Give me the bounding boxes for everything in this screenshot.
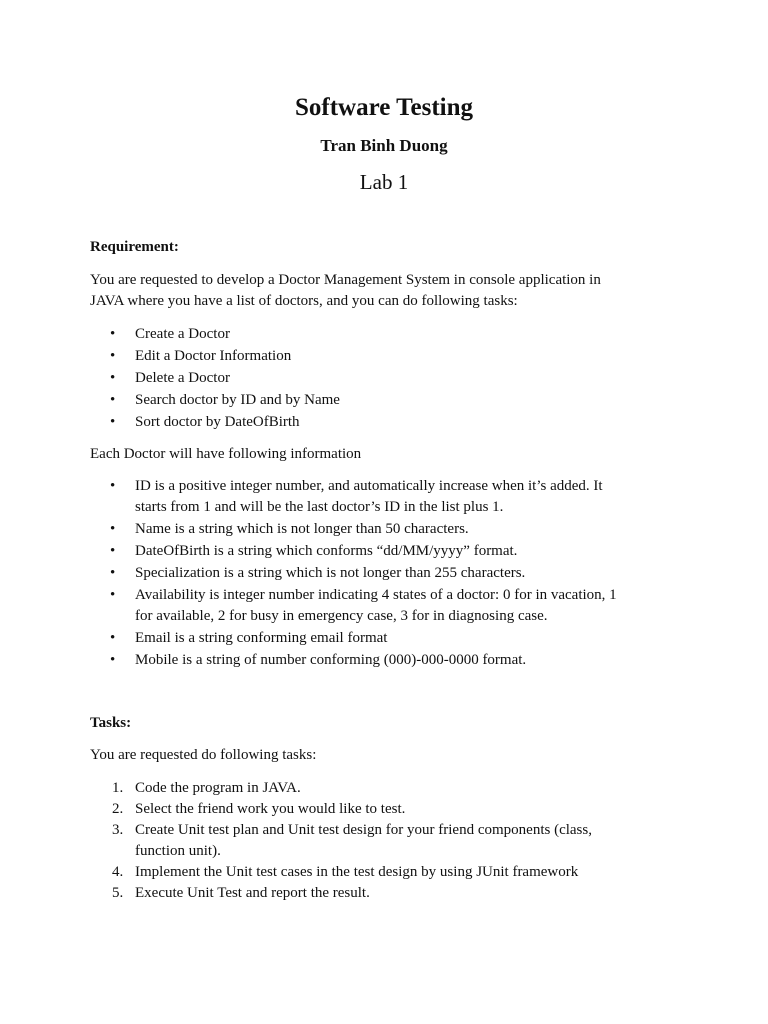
bullet-icon: •	[110, 326, 116, 342]
bullet-icon: •	[110, 414, 116, 430]
list-number: 3.	[112, 822, 124, 838]
list-item	[90, 541, 690, 562]
list-item-text: Mobile is a string of number conforming (000)-000-0000 format.	[135, 652, 527, 668]
task-numbered-list	[90, 778, 690, 904]
list-item-text: Sort doctor by DateOfBirth	[135, 414, 300, 430]
list-item-text-cont: starts from 1 and will be the last doctor’s ID in the list plus 1.	[135, 499, 504, 515]
list-item	[90, 628, 690, 649]
bullet-icon: •	[110, 543, 116, 559]
list-item	[90, 799, 690, 820]
list-item	[90, 323, 690, 345]
tasks-intro: You are requested do following tasks:	[90, 747, 317, 763]
bullet-icon: •	[110, 521, 116, 537]
list-item-text: Execute Unit Test and report the result.	[135, 885, 370, 901]
list-item-text: Implement the Unit test cases in the test design by using JUnit framework	[135, 864, 579, 880]
tasks-heading: Tasks:	[90, 715, 132, 731]
list-item-text: Specialization is a string which is not longer than 255 characters.	[135, 565, 526, 581]
list-item	[90, 519, 690, 540]
list-item-text: Delete a Doctor	[135, 370, 230, 386]
list-number: 2.	[112, 801, 124, 817]
list-item	[90, 563, 690, 584]
list-item-text: Select the friend work you would like to test.	[135, 801, 406, 817]
list-item	[90, 367, 690, 389]
list-item-text: Name is a string which is not longer than 50 characters.	[135, 521, 469, 537]
list-item-text: DateOfBirth is a string which conforms “dd/MM/yyyy” format.	[135, 543, 518, 559]
list-item-text: Email is a string conforming email format	[135, 630, 388, 646]
list-number: 1.	[112, 780, 124, 796]
requirement-intro-line2: JAVA where you have a list of doctors, and you can do following tasks:	[90, 293, 518, 309]
list-number: 5.	[112, 885, 124, 901]
list-item-text: ID is a positive integer number, and automatically increase when it’s added. It	[135, 478, 603, 494]
list-item	[90, 650, 690, 671]
bullet-icon: •	[110, 392, 116, 408]
list-item-text: Create a Doctor	[135, 326, 230, 342]
author-name: Tran Binh Duong	[320, 136, 448, 155]
bullet-icon: •	[110, 565, 116, 581]
list-item	[90, 883, 690, 904]
list-item	[90, 345, 690, 367]
list-item-text: Code the program in JAVA.	[135, 780, 301, 796]
task-bullet-list	[90, 323, 690, 433]
list-item	[90, 820, 690, 862]
list-item	[90, 476, 690, 518]
requirement-intro	[90, 270, 690, 312]
list-item-text: Search doctor by ID and by Name	[135, 392, 340, 408]
list-item	[90, 411, 690, 433]
bullet-icon: •	[110, 652, 116, 668]
list-item	[90, 389, 690, 411]
list-item-text: Create Unit test plan and Unit test design for your friend components (class,	[135, 822, 592, 838]
list-item-text-cont: function unit).	[135, 843, 221, 859]
list-number: 4.	[112, 864, 124, 880]
list-item	[90, 778, 690, 799]
list-item	[90, 585, 690, 627]
field-bullet-list	[90, 476, 690, 671]
list-item	[90, 862, 690, 883]
list-item-text: Edit a Doctor Information	[135, 348, 292, 364]
document-title: Software Testing	[294, 94, 474, 121]
requirement-heading: Requirement:	[90, 239, 179, 255]
list-item-text-cont: for available, 2 for busy in emergency case, 3 for in diagnosing case.	[135, 608, 548, 624]
bullet-icon: •	[110, 370, 116, 386]
bullet-icon: •	[110, 630, 116, 646]
info-intro: Each Doctor will have following information	[90, 446, 362, 462]
list-item-text: Availability is integer number indicating 4 states of a doctor: 0 for in vacation, 1	[135, 587, 617, 603]
bullet-icon: •	[110, 348, 116, 364]
bullet-icon: •	[110, 587, 116, 603]
bullet-icon: •	[110, 478, 116, 494]
document-body	[90, 237, 690, 904]
lab-subtitle: Lab 1	[359, 170, 409, 194]
requirement-intro-line1: You are requested to develop a Doctor Management System in console application in	[90, 272, 601, 288]
